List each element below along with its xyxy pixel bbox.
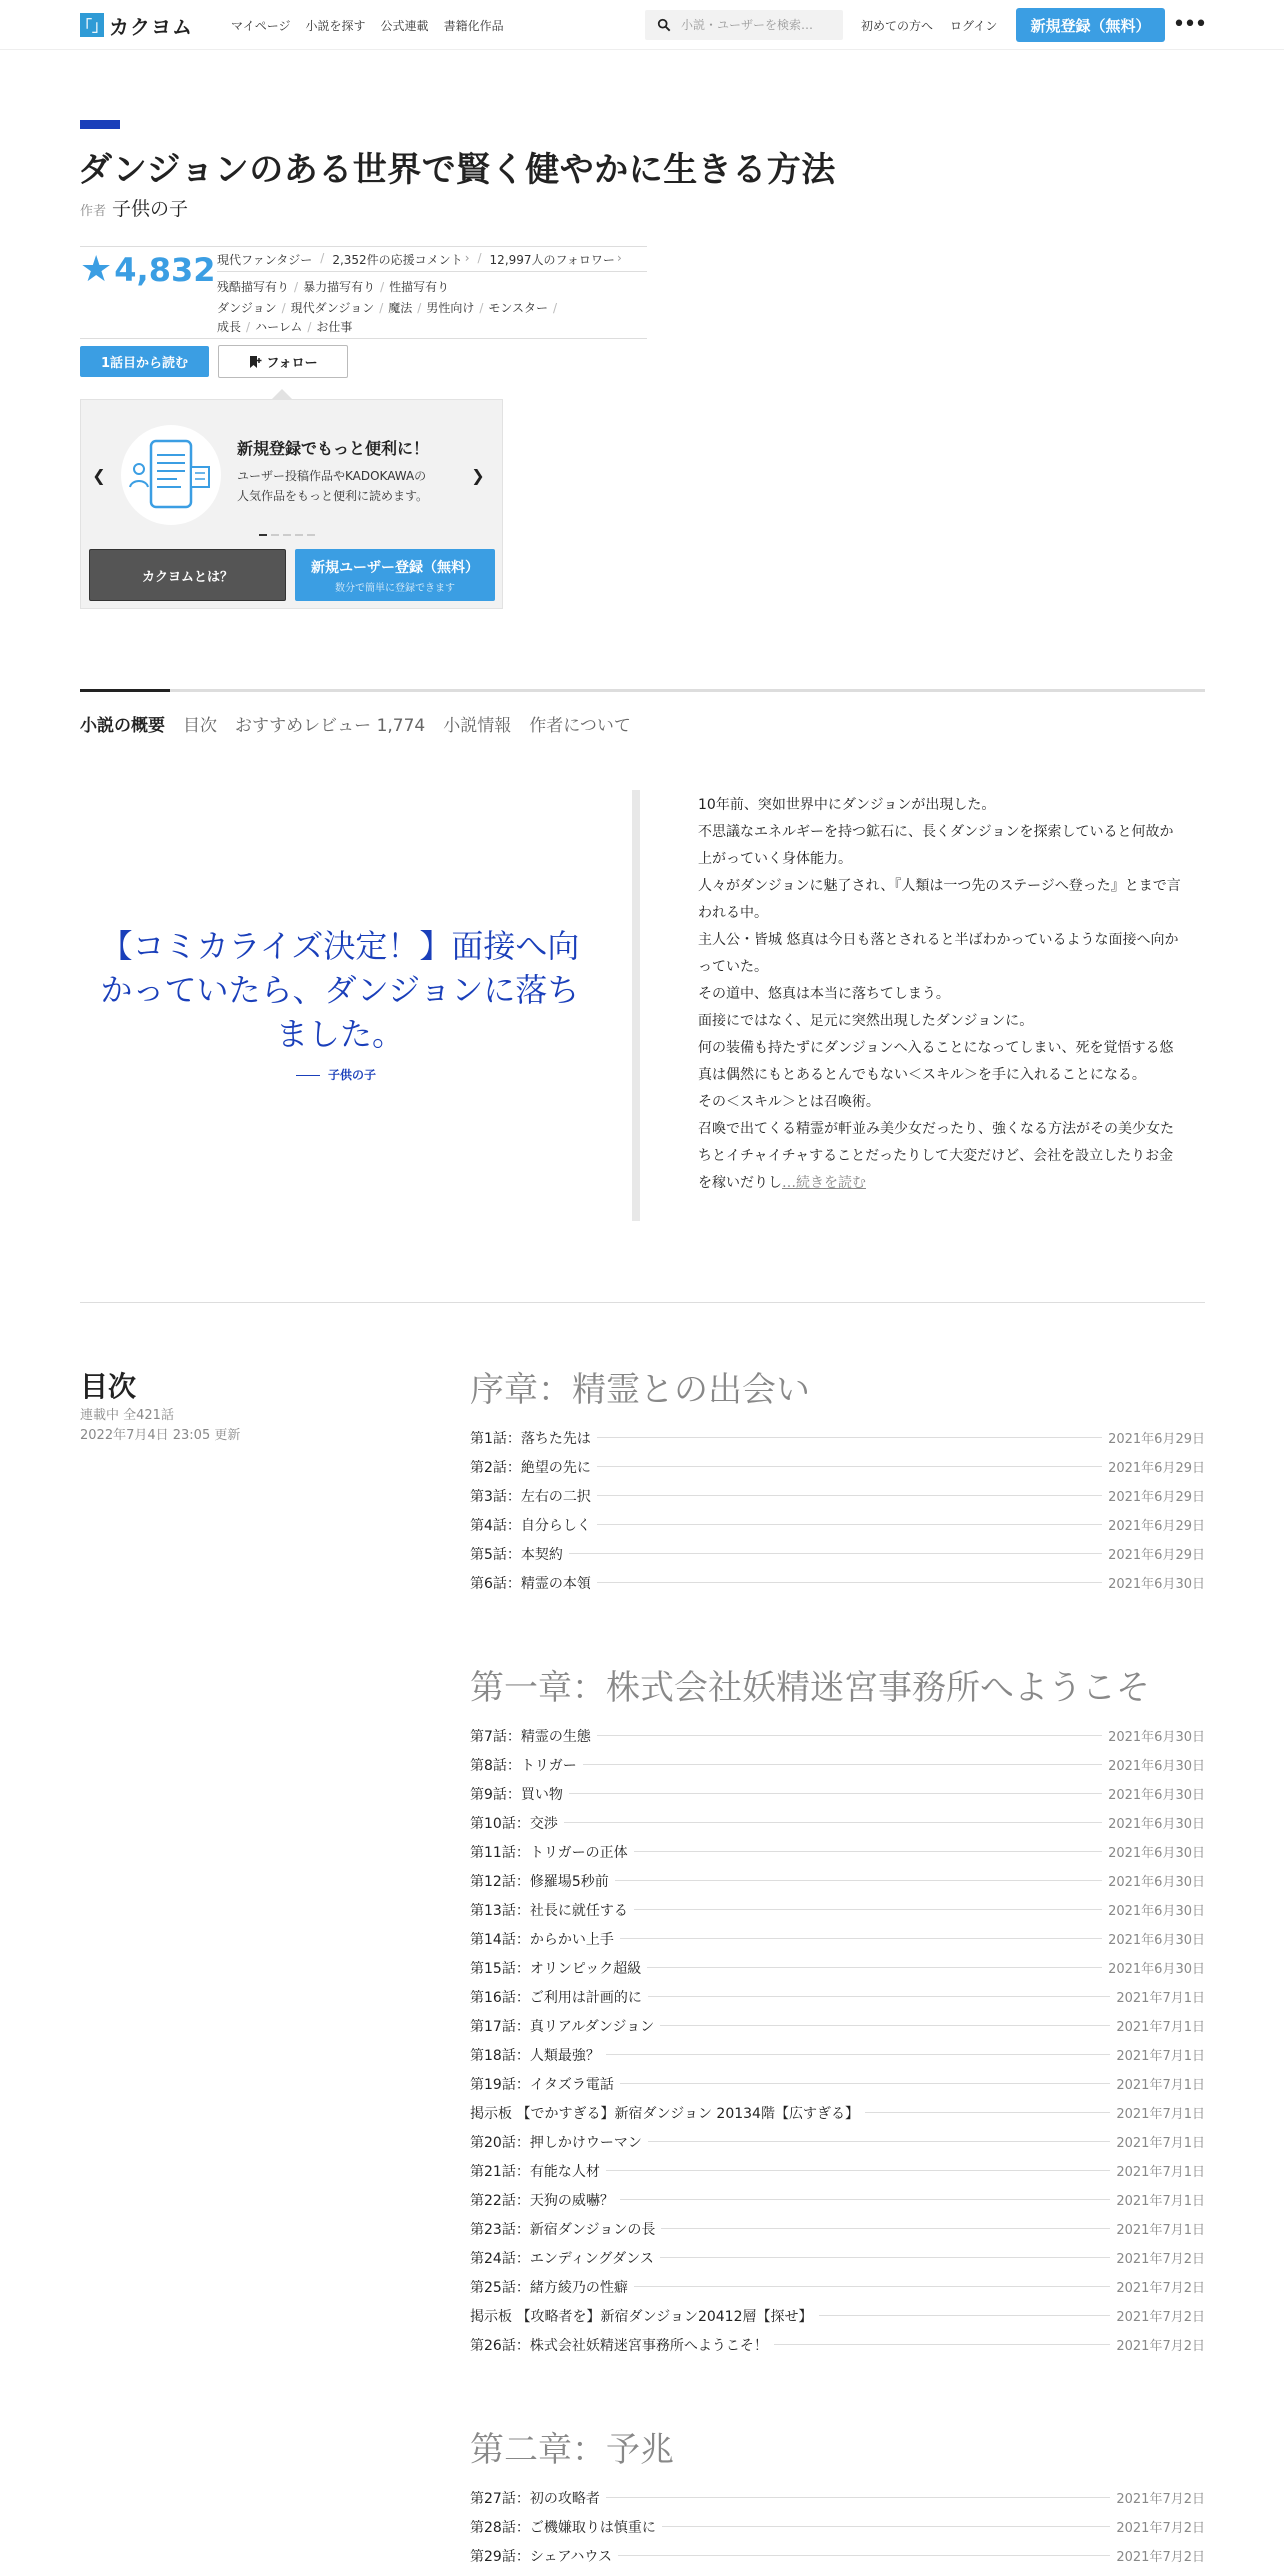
episode-row[interactable]	[470, 1539, 1205, 1568]
episode-date: 2021年6月30日	[1108, 1962, 1205, 1977]
episode-date: 2021年7月1日	[1116, 2223, 1205, 2238]
separator: /	[281, 301, 286, 315]
chevron-right-icon[interactable]: ❯	[471, 465, 485, 485]
episode-row[interactable]	[470, 1452, 1205, 1481]
register-button-label: 新規ユーザー登録（無料）	[311, 559, 479, 576]
separator: /	[380, 280, 385, 294]
episode-row[interactable]	[470, 1895, 1205, 1924]
search-box	[645, 10, 843, 40]
episode-title[interactable]: 第8話：トリガー	[470, 1757, 577, 1774]
episode-row[interactable]	[470, 2512, 1205, 2541]
separator: /	[307, 320, 312, 334]
episode-date: 2021年6月29日	[1108, 1548, 1205, 1563]
episode-title[interactable]: 第11話：トリガーの正体	[470, 1844, 628, 1861]
intro-paragraph: 不思議なエネルギーを持つ鉱石に、長くダンジョンを探索していると何故か上がっていく身体能力。	[698, 824, 1174, 867]
signup-promo-box	[80, 399, 503, 609]
follow-label: フォロー	[266, 356, 318, 371]
leader-line	[819, 2315, 1111, 2316]
star-rating[interactable]	[80, 251, 216, 289]
leader-line	[661, 2228, 1110, 2229]
episode-title[interactable]: 第18話：人類最強？	[470, 2047, 600, 2064]
leader-line	[634, 1851, 1102, 1852]
chapter-title: 第一章：株式会社妖精迷宮事務所へようこそ	[470, 1668, 1150, 1708]
title-accent-bar	[80, 120, 120, 129]
more-menu-icon[interactable]: •••	[1172, 12, 1206, 37]
chapter-title: 第二章：予兆	[470, 2430, 674, 2470]
episode-date: 2021年7月2日	[1116, 2521, 1205, 2536]
chevron-right-icon: ›	[464, 251, 470, 265]
global-nav	[231, 17, 519, 34]
intro-paragraph: 面接にではなく、足元に突然出現したダンジョンに。	[698, 1013, 1034, 1029]
episode-row[interactable]	[470, 1481, 1205, 1510]
intro-paragraph-last	[698, 1116, 1182, 1197]
separator: /	[379, 301, 384, 315]
episode-row[interactable]	[470, 1510, 1205, 1539]
episode-title[interactable]: 第24話：エンディングダンス	[470, 2250, 654, 2267]
star-icon: ★	[80, 249, 113, 290]
nav-official-serials[interactable]: 公式連載	[380, 19, 429, 33]
leader-line	[618, 2555, 1110, 2556]
search-icon	[657, 18, 671, 32]
tabs-divider	[80, 689, 1205, 692]
site-header	[0, 0, 1284, 50]
episode-row[interactable]	[470, 2156, 1205, 2185]
episode-date: 2021年6月30日	[1108, 1904, 1205, 1919]
tag[interactable]: ハーレム	[255, 320, 303, 334]
episode-row[interactable]	[470, 1750, 1205, 1779]
read-first-episode-button[interactable]: 1話目から読む	[80, 346, 209, 377]
comments-link[interactable]: 2,352件の応援コメント	[332, 253, 463, 267]
separator: /	[246, 320, 251, 334]
leader-line	[597, 1582, 1102, 1583]
site-logo[interactable]	[77, 13, 193, 39]
tab-reviews[interactable]: おすすめレビュー 1,774	[235, 716, 426, 736]
episode-row[interactable]	[470, 1924, 1205, 1953]
chevron-right-icon: ›	[616, 251, 622, 265]
episode-date: 2021年6月29日	[1108, 1432, 1205, 1447]
episode-title[interactable]: 第4話：自分らしく	[470, 1517, 591, 1534]
separator: /	[477, 251, 482, 265]
follow-button[interactable]	[218, 345, 348, 378]
tag[interactable]: モンスター	[488, 301, 549, 315]
episode-title[interactable]: 第19話：イタズラ電話	[470, 2076, 614, 2093]
promo-desc-line: ユーザー投稿作品やKADOKAWAの	[237, 469, 427, 483]
episode-date: 2021年7月1日	[1116, 2078, 1205, 2093]
episode-date: 2021年7月2日	[1116, 2550, 1205, 2565]
tag[interactable]: 現代ダンジョン	[290, 301, 375, 315]
leader-line	[606, 2170, 1111, 2171]
logo-mark: 「」	[80, 13, 104, 37]
episode-date: 2021年6月30日	[1108, 1933, 1205, 1948]
read-more-link[interactable]: …続きを読む	[782, 1175, 866, 1191]
episode-title[interactable]: 第3話：左右の二択	[470, 1488, 591, 1505]
leader-line	[620, 2199, 1111, 2200]
toc-chapter	[470, 1660, 1205, 2359]
smartphone-illustration-icon	[121, 425, 221, 525]
meta-divider	[80, 338, 647, 339]
intro-paragraph: その＜スキル＞とは召喚術。	[698, 1094, 880, 1110]
episode-title[interactable]: 第28話：ご機嫌取りは慎重に	[470, 2519, 656, 2536]
intro-paragraph: 召喚で出てくる精霊が軒並み美少女だったり、強くなる方法がその美少女たちとイチャイチャすることだったりして大変だけど、会社を設立したりお金を稼いだりし	[698, 1121, 1174, 1191]
carousel-dot[interactable]	[271, 534, 279, 536]
leader-line	[774, 2344, 1111, 2345]
intro-paragraph: 人々がダンジョンに魅了され、『人類は一つ先のステージへ登った』とまで言われる中。	[698, 878, 1181, 921]
episode-title[interactable]: 第22話：天狗の威嚇？	[470, 2192, 614, 2209]
episode-date: 2021年7月2日	[1116, 2339, 1205, 2354]
leader-line	[620, 2083, 1111, 2084]
leader-line	[648, 2141, 1111, 2142]
tag[interactable]: 男性向け	[426, 301, 475, 315]
tab-about-author[interactable]: 作者について	[529, 716, 631, 736]
episode-row[interactable]	[470, 1866, 1205, 1895]
episode-title[interactable]: 第12話：修羅場5秒前	[470, 1873, 609, 1890]
carousel-dot[interactable]	[307, 534, 315, 536]
leader-line	[597, 1735, 1102, 1736]
carousel-dot[interactable]	[283, 534, 291, 536]
carousel-dot[interactable]	[259, 534, 267, 536]
leader-line	[620, 1938, 1102, 1939]
episode-date: 2021年6月29日	[1108, 1461, 1205, 1476]
episode-title[interactable]: 第21話：有能な人材	[470, 2163, 600, 2180]
leader-line	[865, 2112, 1110, 2113]
episode-date: 2021年7月1日	[1116, 2136, 1205, 2151]
episode-title[interactable]: 掲示板 【攻略者を】新宿ダンジョン20412層【探せ】	[470, 2308, 813, 2325]
leader-line	[597, 1466, 1102, 1467]
leader-line	[564, 1822, 1102, 1823]
separator: /	[417, 301, 422, 315]
episode-row[interactable]	[470, 2483, 1205, 2512]
leader-line	[569, 1793, 1102, 1794]
episode-row[interactable]	[470, 1982, 1205, 2011]
intro-paragraph: 主人公・皆城 悠真は今日も落とされると半ばわかっているような面接へ向かっていた。	[698, 932, 1179, 975]
star-count: 4,832	[114, 251, 216, 289]
episode-title[interactable]: 第26話：株式会社妖精迷宮事務所へようこそ！	[470, 2337, 768, 2354]
logo-text: カクヨム	[109, 14, 193, 39]
intro-paragraph: 10年前、突如世界中にダンジョンが出現した。	[698, 797, 996, 813]
tab-toc[interactable]: 目次	[183, 716, 217, 736]
serial-status: 連載中 全421話	[80, 1408, 174, 1423]
introduction	[698, 792, 1182, 1197]
episode-title[interactable]: 第16話：ご利用は計画的に	[470, 1989, 642, 2006]
toc-chapter	[470, 2422, 1205, 2568]
tag[interactable]: 性描写有り	[389, 280, 450, 294]
separator: /	[294, 280, 299, 294]
episode-date: 2021年7月1日	[1116, 2165, 1205, 2180]
leader-line	[660, 2025, 1110, 2026]
login-link[interactable]: ログイン	[950, 19, 998, 33]
intro-paragraph: 何の装備も持たずにダンジョンへ入ることになってしまい、死を覚悟する悠真は偶然にもとあるとんでもない＜スキル＞を手に入れることになる。	[698, 1040, 1174, 1083]
about-kakuyomu-button[interactable]: カクヨムとは？	[89, 549, 286, 601]
episode-date: 2021年6月30日	[1108, 1759, 1205, 1774]
episode-row[interactable]	[470, 2098, 1205, 2127]
leader-line	[662, 2526, 1111, 2527]
promo-desc-line: 人気作品をもっと便利に読めます。	[237, 489, 429, 503]
carousel-dots	[259, 534, 319, 536]
author-label: 作者	[80, 204, 107, 219]
meta-row	[217, 251, 622, 268]
separator: /	[479, 301, 484, 315]
episode-date: 2021年7月1日	[1116, 2107, 1205, 2122]
episode-row[interactable]	[470, 1568, 1205, 1597]
chapter-title: 序章：精霊との出会い	[470, 1370, 810, 1410]
episode-title[interactable]: 第17話：真リアルダンジョン	[470, 2018, 655, 2035]
episode-date: 2021年6月29日	[1108, 1519, 1205, 1534]
catchphrase: 【コミカライズ決定！】面接へ向かっていたら、ダンジョンに落ちました。	[100, 927, 580, 1053]
episode-date: 2021年7月2日	[1116, 2252, 1205, 2267]
episode-row[interactable]	[470, 1779, 1205, 1808]
episode-title[interactable]: 第13話：社長に就任する	[470, 1902, 628, 1919]
tag[interactable]: 魔法	[388, 301, 413, 315]
episode-row[interactable]	[470, 2301, 1205, 2330]
episode-title[interactable]: 第27話：初の攻略者	[470, 2490, 600, 2507]
episode-row[interactable]	[470, 2011, 1205, 2040]
nav-published-works[interactable]: 書籍化作品	[443, 19, 504, 33]
search-input[interactable]	[681, 18, 841, 32]
episode-date: 2021年7月2日	[1116, 2492, 1205, 2507]
episode-title[interactable]: 第20話：押しかけウーマン	[470, 2134, 642, 2151]
episode-row[interactable]	[470, 1423, 1205, 1452]
episode-title[interactable]: 掲示板 【でかすぎる】新宿ダンジョン 20134階【広すぎる】	[470, 2105, 859, 2122]
leader-line	[597, 1437, 1102, 1438]
work-tabs	[80, 711, 649, 736]
leader-line	[569, 1553, 1102, 1554]
active-tab-indicator	[80, 689, 170, 692]
episode-date: 2021年6月30日	[1108, 1577, 1205, 1592]
catch-author-name: 子供の子	[328, 1068, 377, 1082]
leader-line	[634, 2286, 1111, 2287]
episode-date: 2021年7月1日	[1116, 2020, 1205, 2035]
episode-title[interactable]: 第14話：からかい上手	[470, 1931, 614, 1948]
followers-link[interactable]: 12,997人のフォロワー	[489, 253, 615, 267]
intro-side-bar	[632, 790, 640, 1221]
tab-overview[interactable]: 小説の概要	[80, 716, 165, 736]
episode-title[interactable]: 第15話：オリンピック超級	[470, 1960, 642, 1977]
work-title[interactable]: ダンジョンのある世界で賢く健やかに生きる方法	[78, 150, 836, 190]
genre-link[interactable]: 現代ファンタジー	[217, 253, 313, 267]
separator: /	[553, 301, 558, 315]
tag[interactable]: 残酷描写有り	[217, 280, 290, 294]
tag-list	[217, 277, 647, 335]
episode-date: 2021年7月1日	[1116, 2194, 1205, 2209]
episode-date: 2021年7月2日	[1116, 2310, 1205, 2325]
register-button-sub: 数分で簡単に登録できます	[335, 582, 455, 594]
episode-title[interactable]: 第1話：落ちた先は	[470, 1430, 591, 1447]
leader-line	[634, 1909, 1102, 1910]
episode-row[interactable]	[470, 2214, 1205, 2243]
dash-line	[296, 1075, 320, 1076]
author-line	[80, 194, 188, 221]
catchphrase-author	[296, 1066, 376, 1083]
tag[interactable]: ダンジョン	[217, 301, 277, 315]
tab-novel-info[interactable]: 小説情報	[443, 716, 512, 736]
nav-mypage[interactable]: マイページ	[231, 19, 291, 33]
work-meta	[80, 246, 647, 334]
episode-row[interactable]	[470, 2069, 1205, 2098]
episode-title[interactable]: 第6話：精霊の本領	[470, 1575, 591, 1592]
episode-date: 2021年6月30日	[1108, 1875, 1205, 1890]
nav-search-novels[interactable]: 小説を探す	[305, 19, 366, 33]
episode-date: 2021年6月30日	[1108, 1846, 1205, 1861]
episode-row[interactable]	[470, 1721, 1205, 1750]
episode-date: 2021年7月1日	[1116, 2049, 1205, 2064]
episode-title[interactable]: 第9話：買い物	[470, 1786, 563, 1803]
tag[interactable]: 暴力描写有り	[303, 280, 376, 294]
episode-row[interactable]	[470, 1837, 1205, 1866]
leader-line	[615, 1880, 1102, 1881]
promo-pointer	[272, 389, 292, 399]
episode-row[interactable]	[470, 2330, 1205, 2359]
episode-row[interactable]	[470, 2541, 1205, 2568]
leader-line	[660, 2257, 1111, 2258]
episode-row[interactable]	[470, 1953, 1205, 1982]
last-updated: 2022年7月4日 23:05 更新	[80, 1428, 241, 1443]
first-time-link[interactable]: 初めての方へ	[861, 19, 934, 33]
episode-title[interactable]: 第5話：本契約	[470, 1546, 563, 1563]
episode-date: 2021年7月1日	[1116, 1991, 1205, 2006]
toc-status	[80, 1406, 240, 1446]
leader-line	[648, 1996, 1111, 1997]
episode-row[interactable]	[470, 2127, 1205, 2156]
episode-title[interactable]: 第7話：精霊の生態	[470, 1728, 591, 1745]
episode-row[interactable]	[470, 2040, 1205, 2069]
toc-chapter	[470, 1362, 1205, 1597]
signup-button[interactable]: 新規登録（無料）	[1016, 8, 1165, 42]
episode-row[interactable]	[470, 2185, 1205, 2214]
episode-row[interactable]	[470, 2272, 1205, 2301]
leader-line	[647, 1967, 1102, 1968]
leader-line	[606, 2497, 1111, 2498]
meta-divider	[217, 271, 647, 272]
episode-date: 2021年6月30日	[1108, 1730, 1205, 1745]
episode-date: 2021年7月2日	[1116, 2281, 1205, 2296]
leader-line	[606, 2054, 1111, 2055]
tag[interactable]: 成長	[217, 320, 242, 334]
episode-date: 2021年6月29日	[1108, 1490, 1205, 1505]
episode-title[interactable]: 第29話：シェアハウス	[470, 2548, 612, 2565]
leader-line	[597, 1495, 1102, 1496]
tag[interactable]: お仕事	[316, 320, 353, 334]
separator: /	[320, 251, 325, 265]
episode-title[interactable]: 第23話：新宿ダンジョンの長	[470, 2221, 656, 2238]
intro-paragraph: その道中、悠真は本当に落ちてしまう。	[698, 986, 950, 1002]
episode-title[interactable]: 第25話：緒方綾乃の性癖	[470, 2279, 628, 2296]
carousel-dot[interactable]	[295, 534, 303, 536]
register-user-button[interactable]	[295, 549, 495, 601]
promo-title: 新規登録でもっと便利に！	[237, 439, 430, 458]
chevron-left-icon[interactable]: ❮	[92, 465, 106, 485]
toc-title: 目次	[80, 1370, 137, 1403]
section-divider	[80, 1302, 1205, 1303]
episode-date: 2021年6月30日	[1108, 1788, 1205, 1803]
author-name[interactable]: 子供の子	[112, 198, 189, 220]
promo-description	[237, 466, 428, 506]
episode-title[interactable]: 第10話：交渉	[470, 1815, 558, 1832]
leader-line	[597, 1524, 1102, 1525]
leader-line	[583, 1764, 1102, 1765]
bookmark-plus-icon	[248, 355, 262, 369]
episode-row[interactable]	[470, 1808, 1205, 1837]
episode-title[interactable]: 第2話：絶望の先に	[470, 1459, 591, 1476]
episode-date: 2021年6月30日	[1108, 1817, 1205, 1832]
episode-row[interactable]	[470, 2243, 1205, 2272]
